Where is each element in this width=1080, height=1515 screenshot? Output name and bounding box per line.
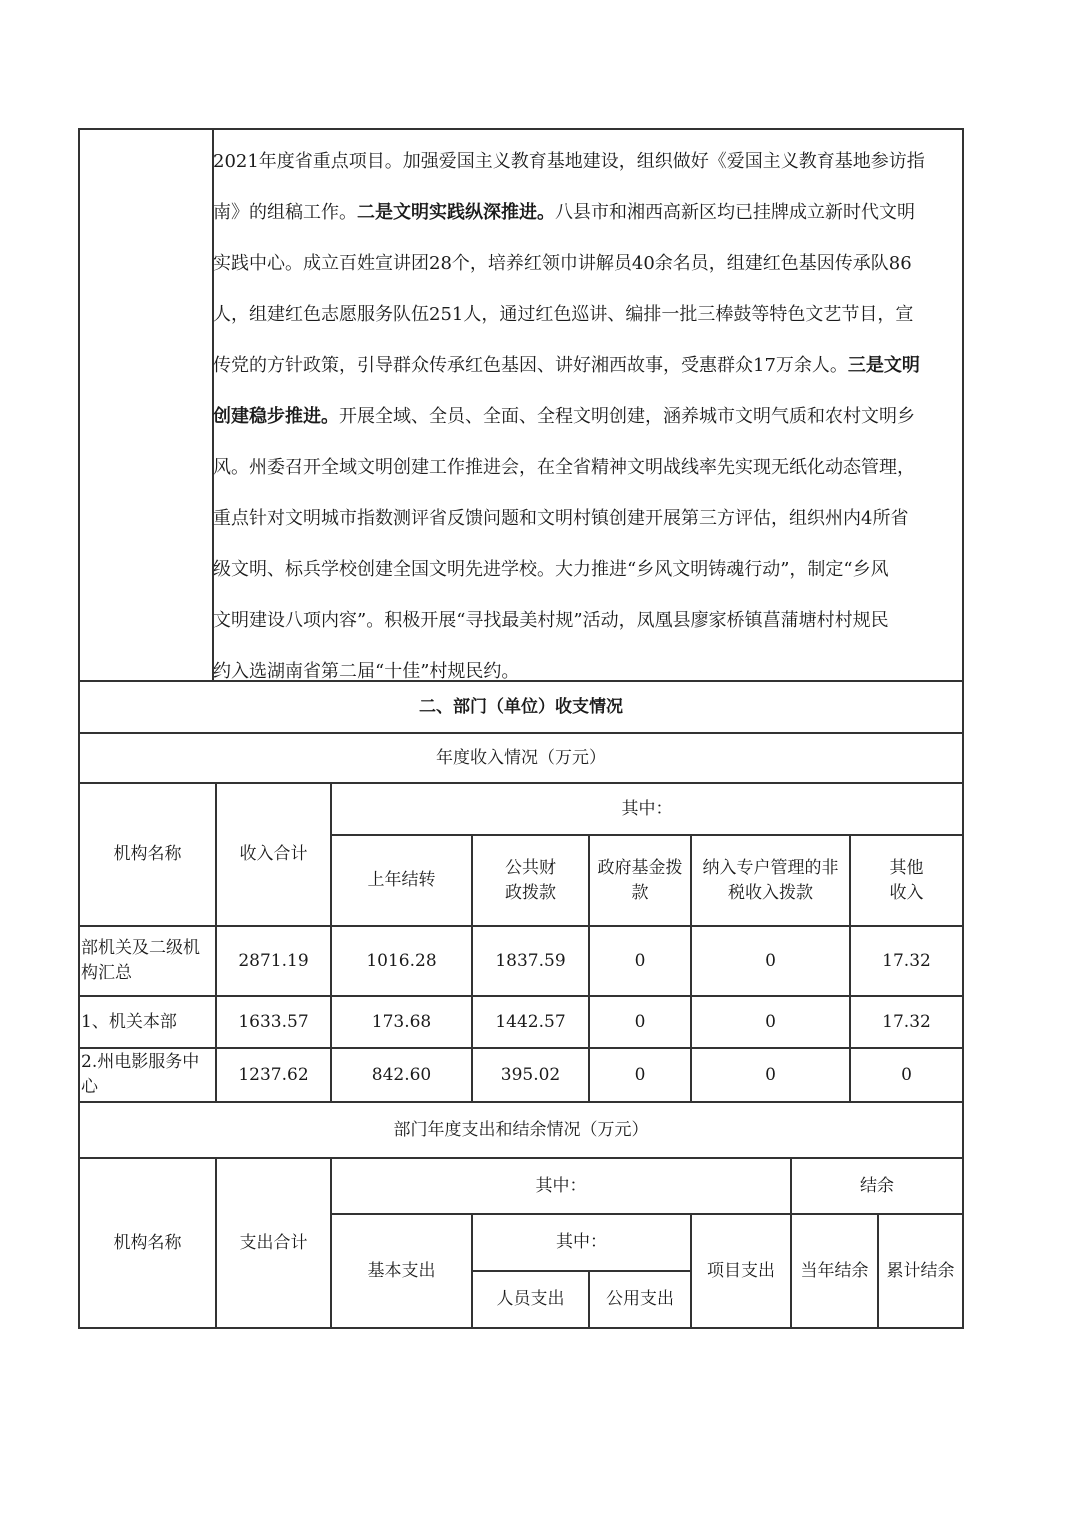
row-carry: 1016.28	[366, 950, 437, 971]
narrative-line	[213, 456, 963, 480]
row-fiscal: 1837.59	[495, 950, 566, 971]
table-border-bottom	[78, 1327, 964, 1329]
income-table-title: 年度收入情况（万元）	[436, 747, 606, 768]
row-fund: 0	[634, 1064, 646, 1085]
row-carry: 173.68	[371, 1011, 432, 1032]
text-run: 约入选湖南省第二届“十佳”村规民约。	[213, 661, 520, 682]
narrative-line	[213, 354, 963, 378]
bold-phrase: 二是文明实践纵深推进。	[357, 202, 555, 223]
income-header-org: 机构名称	[113, 844, 182, 864]
bold-phrase: 三是文明	[847, 355, 920, 376]
text-run: 实践中心。成立百姓宣讲团28个，培养红领巾讲解员40余名员，组建红色基因传承队86	[213, 253, 912, 274]
narrative-line	[213, 150, 963, 174]
row-fiscal: 1442.57	[495, 1011, 566, 1032]
income-header-other: 其他 收入	[889, 857, 924, 903]
income-header-carry: 上年结转	[367, 870, 436, 890]
expense-header-among: 其中：	[535, 1175, 587, 1196]
row-org-name: 部机关及二级机 构汇总	[81, 938, 200, 983]
income-header-among: 其中：	[621, 798, 673, 819]
bold-phrase: 创建稳步推进。	[213, 406, 339, 427]
text-run: 人，组建红色志愿服务队伍251人，通过红色巡讲、编排一批三棒鼓等特色文艺节目，宣	[213, 304, 914, 325]
narrative-line	[213, 609, 963, 633]
income-header-total: 收入合计	[239, 844, 308, 864]
expense-table-title: 部门年度支出和结余情况（万元）	[393, 1119, 649, 1140]
narrative-line	[213, 252, 963, 276]
expense-header-current: 当年结余	[800, 1260, 869, 1281]
row-fiscal: 395.02	[500, 1064, 561, 1085]
text-run: 开展全域、全员、全面、全程文明创建，涵养城市文明气质和农村文明乡	[339, 406, 915, 427]
row-total: 1237.62	[238, 1064, 309, 1085]
narrative-line	[213, 558, 963, 582]
text-run: 八县市和湘西高新区均已挂牌成立新时代文明	[555, 202, 915, 223]
narrative-line	[213, 507, 963, 531]
text-run: 文明建设八项内容”。积极开展“寻找最美村规”活动，凤凰县廖家桥镇菖蒲塘村村规民	[213, 610, 889, 631]
expense-header-cumulative: 累计结余	[886, 1260, 955, 1281]
row-carry: 842.60	[371, 1064, 432, 1085]
narrative-line	[213, 660, 963, 684]
text-run: 传党的方针政策，引导群众传承红色基因、讲好湘西故事，受惠群众17万余人。	[213, 355, 848, 376]
text-run: 南》的组稿工作。	[213, 202, 357, 223]
row-fund: 0	[634, 1011, 646, 1032]
expense-header-org: 机构名称	[113, 1232, 182, 1253]
income-header-nontax: 纳入专户管理的非 税收入拨款	[702, 857, 839, 903]
expense-header-balance: 结余	[860, 1175, 894, 1196]
row-other: 0	[901, 1064, 912, 1085]
income-header-fiscal: 公共财 政拨款	[505, 857, 556, 903]
expense-header-project: 项目支出	[707, 1260, 775, 1281]
row-nontax: 0	[765, 950, 776, 971]
row-nontax: 0	[765, 1064, 776, 1085]
expense-header-personnel: 人员支出	[496, 1289, 565, 1309]
expense-header-total: 支出合计	[239, 1232, 308, 1253]
income-header-fund: 政府基金拨 款	[597, 857, 683, 903]
row-org-name: 2.州电影服务中 心	[81, 1052, 200, 1097]
narrative-line	[213, 405, 963, 429]
expense-header-among-basic: 其中：	[556, 1232, 607, 1252]
text-run: 风。州委召开全域文明创建工作推进会，在全省精神文明战线率先实现无纸化动态管理，	[213, 457, 915, 478]
text-run: 级文明、标兵学校创建全国文明先进学校。大力推进“乡风文明铸魂行动”，制定“乡风	[213, 559, 889, 580]
table-border-top	[78, 128, 964, 130]
text-run: 重点针对文明城市指数测评省反馈问题和文明村镇创建开展第三方评估，组织州内4所省	[213, 508, 909, 529]
expense-header-public: 公用支出	[606, 1289, 674, 1309]
narrative-line	[213, 303, 963, 327]
row-nontax: 0	[765, 1011, 776, 1032]
row-other: 17.32	[882, 950, 931, 971]
expense-header-basic: 基本支出	[367, 1260, 436, 1281]
row-total: 2871.19	[238, 950, 309, 971]
section-title: 二、部门（单位）收支情况	[419, 696, 623, 717]
text-run: 2021年度省重点项目。加强爱国主义教育基地建设，组织做好《爱国主义教育基地参访指	[213, 151, 925, 172]
narrative-line	[213, 201, 963, 225]
row-org-name: 1、机关本部	[81, 1011, 177, 1032]
row-total: 1633.57	[238, 1011, 309, 1032]
row-other: 17.32	[882, 1011, 931, 1032]
row-fund: 0	[634, 950, 646, 971]
